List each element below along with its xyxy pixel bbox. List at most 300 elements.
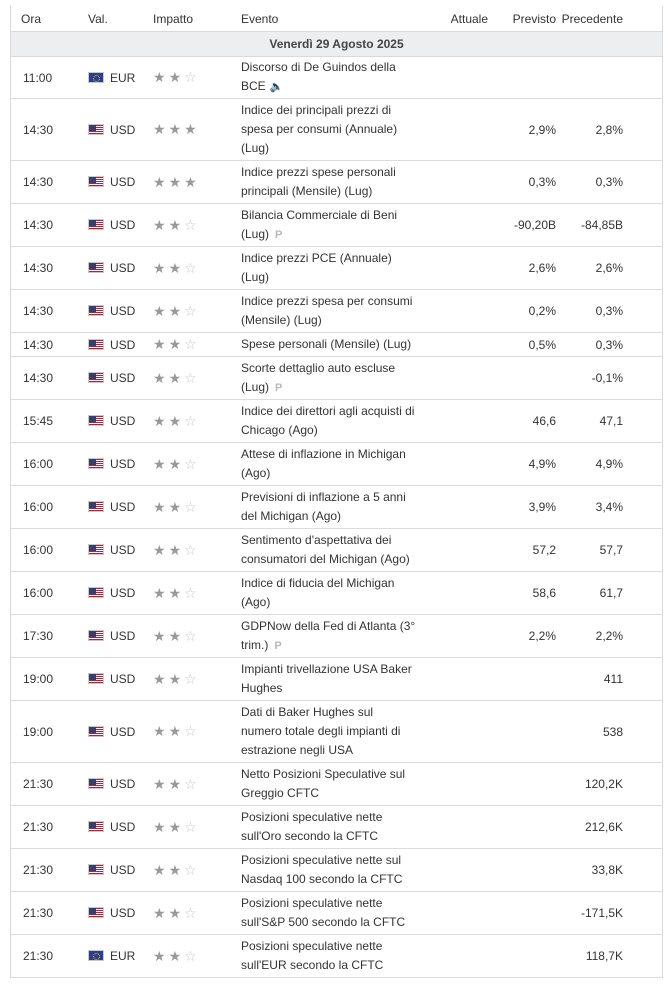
economic-calendar — [10, 6, 663, 978]
event-row[interactable] — [11, 400, 662, 443]
calendar-table — [11, 6, 662, 978]
star-icon: ☆ — [184, 336, 200, 352]
event-name-line: Posizioni speculative nette sul — [241, 853, 402, 867]
event-row[interactable] — [11, 290, 662, 333]
event-actual — [429, 57, 493, 99]
us-flag-icon — [88, 587, 104, 598]
header-actual[interactable]: Attuale — [429, 6, 493, 32]
us-flag-icon — [88, 176, 104, 187]
impact-stars — [153, 217, 200, 233]
event-name-line: Sentimento d'aspettativa dei — [241, 533, 392, 547]
event-forecast — [493, 701, 556, 763]
us-flag-icon — [88, 821, 104, 832]
event-name-line: Indice prezzi spesa per consumi — [241, 294, 413, 308]
event-name[interactable] — [241, 572, 429, 615]
event-currency — [88, 443, 153, 486]
preliminary-p-icon: P — [274, 639, 282, 652]
event-actual — [429, 529, 493, 572]
event-row[interactable] — [11, 529, 662, 572]
impact-stars — [153, 456, 200, 472]
star-icon: ☆ — [184, 498, 200, 515]
event-name[interactable] — [241, 486, 429, 529]
event-actual — [429, 935, 493, 978]
event-forecast — [493, 357, 556, 400]
star-icon: ☆ — [184, 455, 200, 472]
eu-flag-icon — [88, 72, 104, 83]
event-previous: -171,5K — [556, 892, 662, 935]
impact-stars — [153, 121, 200, 137]
event-name-line: (Ago) — [241, 595, 271, 609]
eu-flag-icon — [88, 950, 104, 961]
event-time: 11:00 — [11, 57, 88, 99]
event-name[interactable] — [241, 701, 429, 763]
star-icon: ☆ — [184, 670, 200, 687]
currency-code: USD — [110, 500, 136, 514]
event-forecast: 4,9% — [493, 443, 556, 486]
event-previous: 538 — [556, 701, 662, 763]
event-name-line: (Lug) — [241, 141, 270, 155]
currency-code: USD — [110, 863, 136, 877]
star-icon: ★ — [153, 69, 169, 85]
star-icon: ★ — [153, 121, 169, 137]
event-forecast: 2,2% — [493, 615, 556, 658]
event-name-line: Indice dei direttori agli acquisti di — [241, 404, 415, 418]
header-previous[interactable]: Precedente — [556, 6, 662, 32]
event-row[interactable] — [11, 443, 662, 486]
event-name-line: consumatori del Michigan (Ago) — [241, 552, 410, 566]
currency-code: USD — [110, 820, 136, 834]
event-name[interactable] — [241, 892, 429, 935]
event-impact — [153, 357, 241, 400]
impact-stars — [153, 303, 200, 319]
event-actual — [429, 357, 493, 400]
us-flag-icon — [88, 305, 104, 316]
currency-code: USD — [110, 457, 136, 471]
event-name-line: (Lug) — [241, 270, 270, 284]
event-name[interactable] — [241, 161, 429, 204]
impact-stars — [153, 905, 200, 921]
event-name-line: del Michigan (Ago) — [241, 509, 342, 523]
event-time: 16:00 — [11, 572, 88, 615]
event-name-line: sull'EUR secondo la CFTC — [241, 958, 384, 972]
star-icon: ★ — [153, 861, 169, 878]
star-icon: ★ — [168, 904, 185, 921]
star-icon: ★ — [168, 412, 185, 429]
event-name[interactable] — [241, 806, 429, 849]
event-name-line: Attese di inflazione in Michigan — [241, 447, 406, 461]
event-forecast — [493, 849, 556, 892]
event-name[interactable] — [241, 615, 429, 658]
star-icon: ☆ — [184, 904, 200, 921]
event-name[interactable] — [241, 935, 429, 978]
event-impact — [153, 333, 241, 357]
event-forecast: 2,6% — [493, 247, 556, 290]
event-row[interactable] — [11, 935, 662, 978]
event-name[interactable] — [241, 849, 429, 892]
event-name-line: Indice di fiducia del Michigan — [241, 576, 395, 590]
impact-stars — [153, 671, 200, 687]
event-forecast — [493, 658, 556, 701]
event-currency — [88, 892, 153, 935]
event-name-line: estrazione negli USA — [241, 743, 354, 757]
header-row — [11, 6, 662, 32]
event-name-line: Greggio CFTC — [241, 786, 320, 800]
event-impact — [153, 806, 241, 849]
star-icon: ★ — [168, 302, 185, 319]
event-name[interactable] — [241, 204, 429, 247]
event-actual — [429, 99, 493, 161]
event-name-line: spesa per consumi (Annuale) — [241, 122, 398, 136]
header-forecast[interactable]: Previsto — [493, 6, 556, 32]
event-name[interactable] — [241, 247, 429, 290]
event-name[interactable] — [241, 400, 429, 443]
event-row[interactable] — [11, 763, 662, 806]
event-forecast: 3,9% — [493, 486, 556, 529]
event-row[interactable] — [11, 572, 662, 615]
event-currency — [88, 99, 153, 161]
event-time: 16:00 — [11, 529, 88, 572]
event-actual — [429, 247, 493, 290]
star-icon: ☆ — [184, 723, 200, 739]
event-actual — [429, 806, 493, 849]
event-name[interactable] — [241, 333, 429, 357]
event-name-line: numero totale degli impianti di — [241, 724, 401, 738]
star-icon: ★ — [153, 541, 169, 558]
event-name[interactable] — [241, 290, 429, 333]
star-icon: ★ — [168, 947, 185, 964]
event-name-line: sull'S&P 500 secondo la CFTC — [241, 915, 406, 929]
us-flag-icon — [88, 630, 104, 641]
event-time: 14:30 — [11, 161, 88, 204]
event-name-line: Indice dei principali prezzi di — [241, 103, 392, 117]
star-icon: ☆ — [184, 216, 200, 233]
event-previous: -84,85B — [556, 204, 662, 247]
event-previous: 2,6% — [556, 247, 662, 290]
event-name-line: Hughes — [241, 681, 283, 695]
event-row[interactable] — [11, 161, 662, 204]
event-forecast: 0,3% — [493, 161, 556, 204]
event-currency — [88, 333, 153, 357]
impact-stars — [153, 628, 200, 644]
event-actual — [429, 400, 493, 443]
impact-stars — [153, 499, 200, 515]
us-flag-icon — [88, 501, 104, 512]
preliminary-p-icon: P — [275, 228, 283, 241]
event-actual — [429, 161, 493, 204]
currency-code: USD — [110, 777, 136, 791]
star-icon: ★ — [153, 216, 169, 233]
impact-stars — [153, 413, 200, 429]
event-row[interactable] — [11, 849, 662, 892]
event-previous — [556, 57, 662, 99]
currency-code: USD — [110, 371, 136, 385]
event-name-line: Bilancia Commerciale di Beni — [241, 207, 398, 222]
event-name[interactable] — [241, 658, 429, 701]
us-flag-icon — [88, 864, 104, 875]
impact-stars — [153, 585, 200, 601]
event-row[interactable] — [11, 486, 662, 529]
event-actual — [429, 701, 493, 763]
event-forecast: 57,2 — [493, 529, 556, 572]
event-forecast — [493, 935, 556, 978]
star-icon: ★ — [153, 904, 169, 921]
event-name-line: Scorte dettaglio auto escluse — [241, 360, 396, 375]
event-forecast — [493, 57, 556, 99]
event-actual — [429, 290, 493, 333]
event-time: 14:30 — [11, 99, 88, 161]
star-icon: ★ — [168, 173, 185, 190]
event-name-line: Nasdaq 100 secondo la CFTC — [241, 872, 403, 886]
event-row[interactable] — [11, 892, 662, 935]
star-icon: ★ — [168, 216, 185, 233]
event-time: 14:30 — [11, 290, 88, 333]
event-impact — [153, 658, 241, 701]
event-impact — [153, 99, 241, 161]
star-icon: ★ — [168, 818, 185, 835]
event-actual — [429, 333, 493, 357]
event-forecast — [493, 892, 556, 935]
event-name-line: Posizioni speculative nette — [241, 810, 383, 824]
event-name-line: Netto Posizioni Speculative sul — [241, 767, 406, 781]
event-previous: 0,3% — [556, 333, 662, 357]
event-row[interactable] — [11, 204, 662, 247]
event-time: 14:30 — [11, 333, 88, 357]
us-flag-icon — [88, 415, 104, 426]
event-currency — [88, 204, 153, 247]
star-icon: ★ — [168, 861, 185, 878]
impact-stars — [153, 370, 200, 386]
currency-code: USD — [110, 724, 136, 739]
us-flag-icon — [88, 673, 104, 684]
event-name-line: Impianti trivellazione USA Baker — [241, 662, 412, 676]
event-currency — [88, 935, 153, 978]
event-time: 14:30 — [11, 357, 88, 400]
event-name[interactable] — [241, 99, 429, 161]
event-currency — [88, 247, 153, 290]
star-icon: ★ — [168, 584, 185, 601]
star-icon: ☆ — [184, 947, 200, 964]
event-previous: 47,1 — [556, 400, 662, 443]
event-impact — [153, 486, 241, 529]
star-icon: ★ — [168, 336, 185, 352]
event-actual — [429, 658, 493, 701]
event-forecast: 0,5% — [493, 333, 556, 357]
preliminary-p-icon: P — [275, 381, 283, 394]
star-icon: ★ — [153, 498, 169, 515]
event-impact — [153, 763, 241, 806]
us-flag-icon — [88, 124, 104, 135]
event-row[interactable] — [11, 57, 662, 99]
star-icon: ☆ — [184, 69, 200, 85]
star-icon: ★ — [153, 947, 169, 964]
event-row[interactable] — [11, 333, 662, 357]
event-actual — [429, 486, 493, 529]
event-impact — [153, 892, 241, 935]
impact-stars — [153, 723, 200, 739]
header-currency[interactable]: Val. — [88, 6, 153, 32]
event-name[interactable] — [241, 57, 429, 99]
event-actual — [429, 615, 493, 658]
star-icon: ★ — [184, 121, 200, 137]
impact-stars — [153, 819, 200, 835]
currency-code: USD — [110, 304, 136, 318]
star-icon: ★ — [168, 69, 185, 85]
star-icon: ☆ — [184, 302, 200, 319]
event-name[interactable] — [241, 529, 429, 572]
event-currency — [88, 572, 153, 615]
event-row[interactable] — [11, 99, 662, 161]
star-icon: ☆ — [184, 541, 200, 558]
impact-stars — [153, 542, 200, 558]
event-time: 19:00 — [11, 658, 88, 701]
event-name-line: GDPNow della Fed di Atlanta (3° — [241, 618, 416, 633]
event-name-line: Previsioni di inflazione a 5 anni — [241, 490, 406, 504]
event-name-line: Chicago (Ago) — [241, 423, 318, 437]
event-time: 17:30 — [11, 615, 88, 658]
event-forecast: 0,2% — [493, 290, 556, 333]
event-previous: 411 — [556, 658, 662, 701]
star-icon: ☆ — [184, 818, 200, 835]
star-icon: ☆ — [184, 775, 200, 792]
currency-code: EUR — [110, 949, 136, 963]
impact-stars — [153, 948, 200, 964]
event-name-line: Indice prezzi PCE (Annuale) — [241, 251, 392, 265]
event-currency — [88, 615, 153, 658]
event-forecast — [493, 806, 556, 849]
event-time: 15:45 — [11, 400, 88, 443]
event-forecast: 58,6 — [493, 572, 556, 615]
event-forecast: 2,9% — [493, 99, 556, 161]
event-name-line: Discorso di De Guindos della — [241, 60, 396, 74]
currency-code: USD — [110, 175, 136, 189]
event-time: 21:30 — [11, 763, 88, 806]
us-flag-icon — [88, 372, 104, 383]
currency-code: USD — [110, 122, 136, 137]
event-currency — [88, 658, 153, 701]
event-previous: 212,6K — [556, 806, 662, 849]
event-actual — [429, 763, 493, 806]
star-icon: ★ — [168, 670, 185, 687]
header-event[interactable]: Evento — [241, 6, 429, 32]
event-currency — [88, 57, 153, 99]
star-icon: ★ — [153, 627, 169, 644]
star-icon: ☆ — [184, 584, 200, 601]
event-row[interactable] — [11, 357, 662, 400]
star-icon: ★ — [168, 541, 185, 558]
impact-stars — [153, 776, 200, 792]
event-impact — [153, 400, 241, 443]
header-impact[interactable]: Impatto — [153, 6, 241, 32]
star-icon: ☆ — [184, 412, 200, 429]
event-previous: 120,2K — [556, 763, 662, 806]
star-icon: ☆ — [184, 369, 200, 386]
us-flag-icon — [88, 726, 104, 737]
currency-code: USD — [110, 906, 136, 920]
event-row[interactable] — [11, 701, 662, 763]
star-icon: ★ — [153, 584, 169, 601]
star-icon: ★ — [153, 259, 169, 276]
event-name-line: Dati di Baker Hughes sul — [241, 705, 374, 719]
event-impact — [153, 849, 241, 892]
currency-code: USD — [110, 337, 136, 352]
currency-code: USD — [110, 414, 136, 428]
event-name-line: (Ago) — [241, 466, 271, 480]
event-currency — [88, 357, 153, 400]
impact-stars — [153, 69, 200, 85]
speaker-icon: 🔈 — [269, 81, 284, 93]
event-name-line: (Mensile) (Lug) — [241, 313, 322, 327]
event-actual — [429, 849, 493, 892]
impact-stars — [153, 336, 200, 352]
event-name[interactable] — [241, 443, 429, 486]
event-time: 19:00 — [11, 701, 88, 763]
star-icon: ★ — [168, 121, 185, 137]
event-previous: 4,9% — [556, 443, 662, 486]
currency-code: USD — [110, 261, 136, 275]
event-actual — [429, 443, 493, 486]
star-icon: ★ — [153, 455, 169, 472]
event-name-line: principali (Mensile) (Lug) — [241, 184, 373, 198]
us-flag-icon — [88, 262, 104, 273]
star-icon: ★ — [153, 818, 169, 835]
star-icon: ☆ — [184, 861, 200, 878]
event-impact — [153, 935, 241, 978]
header-time[interactable]: Ora — [11, 6, 88, 32]
event-name[interactable] — [241, 357, 429, 400]
event-name[interactable] — [241, 763, 429, 806]
event-time: 14:30 — [11, 204, 88, 247]
event-previous: 2,8% — [556, 99, 662, 161]
us-flag-icon — [88, 458, 104, 469]
star-icon: ★ — [168, 723, 185, 739]
event-row[interactable] — [11, 658, 662, 701]
event-row[interactable] — [11, 615, 662, 658]
event-impact — [153, 57, 241, 99]
event-time: 14:30 — [11, 247, 88, 290]
event-impact — [153, 204, 241, 247]
event-currency — [88, 486, 153, 529]
event-previous: 2,2% — [556, 615, 662, 658]
star-icon: ★ — [168, 455, 185, 472]
star-icon: ★ — [153, 369, 169, 386]
event-name-line: sull'Oro secondo la CFTC — [241, 829, 379, 843]
star-icon: ★ — [168, 259, 185, 276]
event-previous: 118,7K — [556, 935, 662, 978]
event-currency — [88, 290, 153, 333]
event-currency — [88, 701, 153, 763]
event-previous: 3,4% — [556, 486, 662, 529]
event-impact — [153, 443, 241, 486]
event-previous: -0,1% — [556, 357, 662, 400]
star-icon: ★ — [153, 173, 169, 190]
event-previous: 57,7 — [556, 529, 662, 572]
impact-stars — [153, 862, 200, 878]
us-flag-icon — [88, 219, 104, 230]
star-icon: ★ — [168, 627, 185, 644]
event-name-line: (Lug) — [241, 379, 270, 394]
event-time: 16:00 — [11, 443, 88, 486]
event-previous: 0,3% — [556, 161, 662, 204]
event-forecast: 46,6 — [493, 400, 556, 443]
event-actual — [429, 204, 493, 247]
currency-code: USD — [110, 218, 136, 232]
event-time: 16:00 — [11, 486, 88, 529]
event-forecast: -90,20B — [493, 204, 556, 247]
currency-code: USD — [110, 672, 136, 686]
event-row[interactable] — [11, 806, 662, 849]
event-previous: 0,3% — [556, 290, 662, 333]
event-row[interactable] — [11, 247, 662, 290]
